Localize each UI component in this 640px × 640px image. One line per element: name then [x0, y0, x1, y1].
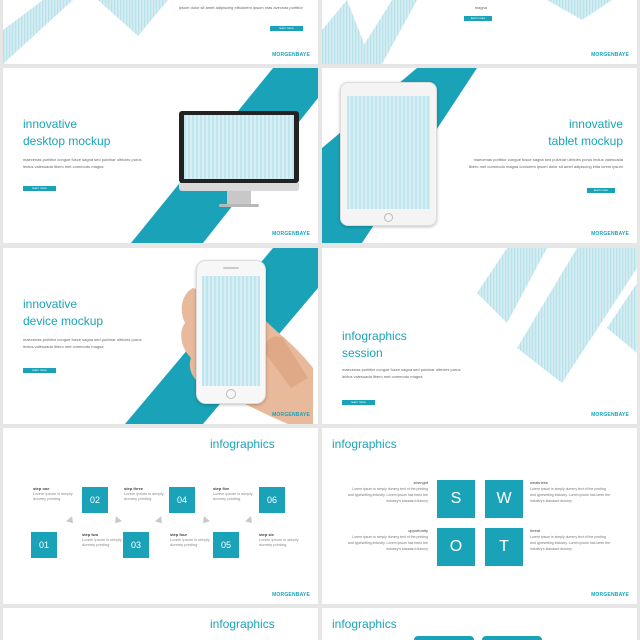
top-left-text: ipsum dolor sit amet adipiscing elitulorem ipsum mas avecnas porttitor — [178, 5, 303, 10]
teal-tab-shape — [414, 636, 474, 640]
desktop-monitor-icon — [179, 111, 299, 211]
page-title — [548, 116, 623, 150]
slide-tablet-mockup — [322, 68, 637, 243]
step-four-caption — [170, 532, 210, 547]
step-three-caption — [124, 486, 164, 501]
brand-label: MORGENBAYE — [591, 52, 629, 58]
arrow-icon — [112, 516, 122, 526]
step-text: Lorem ipsum is simply dummy printing — [213, 491, 253, 501]
brand-label: MORGENBAYE — [272, 412, 310, 418]
slide-infographics-session — [322, 248, 637, 424]
step-box-04: 04 — [169, 487, 195, 513]
title-line-2: session — [342, 346, 383, 360]
page-title: infographics — [332, 437, 397, 451]
page-title: infographics — [332, 617, 397, 631]
slide-top-left — [3, 0, 318, 64]
strength-text: strenght Lorem ipsum is simply dummy text of the printing and typesetting industry. Lorem ipsum has been the industry's standard dummy — [347, 480, 428, 503]
step-one-caption — [33, 486, 73, 501]
learn-more-button[interactable]: learn more — [587, 188, 615, 193]
brand-label: MORGENBAYE — [272, 231, 310, 237]
swot-t-box: T — [485, 528, 523, 566]
step-box-05: 05 — [213, 532, 239, 558]
learn-more-button[interactable]: learn more — [23, 186, 56, 191]
step-label: step six — [259, 532, 274, 537]
step-label: step one — [33, 486, 50, 491]
page-title: infographics — [210, 617, 275, 631]
title-line-2: desktop mockup — [23, 134, 111, 148]
swot-label: strenght — [413, 480, 428, 485]
swot-label: threat — [530, 528, 541, 533]
title-line-1: innovative — [23, 297, 78, 311]
title-line-1: innovative — [568, 117, 623, 131]
learn-more-button[interactable]: learn more — [342, 400, 375, 405]
step-label: step two — [82, 532, 99, 537]
page-title — [23, 296, 103, 330]
top-right-text: magna — [474, 5, 487, 10]
learn-more-button[interactable]: learn more — [23, 368, 56, 373]
step-six-caption — [259, 532, 299, 547]
arrow-icon — [66, 516, 76, 526]
step-text: Lorem ipsum is simply dummy printing — [124, 491, 164, 501]
threat-text: threat Lorem ipsum is simply dummy text of the printing and typesetting industry. Lorem ipsum has been the industry's standard dummy — [530, 528, 611, 551]
title-line-1: infographics — [342, 329, 407, 343]
slide-bottom-left — [3, 608, 318, 640]
step-label: step three — [124, 486, 144, 491]
brand-label: MORGENBAYE — [591, 412, 629, 418]
swot-o-box: O — [437, 528, 475, 566]
swot-s-box: S — [437, 480, 475, 518]
swot-label: opportunity — [408, 528, 428, 533]
step-five-caption — [213, 486, 253, 501]
step-text: Lorem ipsum is simply dummy printing — [170, 537, 210, 547]
page-title: infographics — [210, 437, 275, 451]
body-text: maecenas porttitor congue fusce sagna sed pulvinar ultricies purus lectus valesuada libero met commodo magna — [342, 367, 461, 379]
step-box-06: 06 — [259, 487, 285, 513]
title-line-2: device mockup — [23, 314, 104, 328]
step-label: step four — [170, 532, 188, 537]
swot-w-box: W — [485, 480, 523, 518]
slide-steps-infographics — [3, 428, 318, 604]
body-text: maecenas porttitor congue fusce sagna sed pulvinar ultricies purus lectus valesuada libero met commodo magna — [23, 157, 142, 169]
brand-label: MORGENBAYE — [272, 52, 310, 58]
swot-label: weakness — [530, 480, 548, 485]
step-box-02: 02 — [82, 487, 108, 513]
brand-label: MORGENBAYE — [272, 592, 310, 598]
page-title — [342, 328, 407, 362]
title-line-1: innovative — [23, 117, 78, 131]
arrow-icon — [245, 516, 255, 526]
tablet-device-icon — [340, 82, 437, 226]
step-text: Lorem ipsum is simply dummy printing — [259, 537, 299, 547]
top-left-learn-more-button[interactable]: learn more — [270, 26, 303, 31]
step-box-03: 03 — [123, 532, 149, 558]
step-text: Lorem ipsum is simply dummy printing — [82, 537, 122, 547]
slide-swot-infographics — [322, 428, 637, 604]
body-text: maecenas porttitor congue fusce sagna sed pulvinar ultricies purus lectus valesuada libero met commodo magna — [23, 337, 142, 349]
top-right-learn-more-button[interactable]: learn more — [464, 16, 492, 21]
step-two-caption — [82, 532, 122, 547]
body-text: maecenas porttitor congue fusce sagna sed pulvinar ultricies purus lectus valesuada libero met commodo magna conlorem ipsum dolor sit amet adipiscing elita lorem ipsum — [468, 157, 623, 169]
step-box-01: 01 — [31, 532, 57, 558]
page-title — [23, 116, 110, 150]
title-line-2: tablet mockup — [548, 134, 623, 148]
slide-device-mockup — [3, 248, 318, 424]
step-label: step five — [213, 486, 230, 491]
arrow-icon — [200, 516, 210, 526]
weakness-text: weakness Lorem ipsum is simply dummy text of the printing and typesetting industry. Lorem ipsum has been the industry's standard dummy — [530, 480, 611, 503]
brand-label: MORGENBAYE — [591, 592, 629, 598]
slide-desktop-mockup — [3, 68, 318, 243]
slide-bottom-right — [322, 608, 637, 640]
step-text: Lorem ipsum is simply dummy printing — [33, 491, 73, 501]
teal-tab-shape — [482, 636, 542, 640]
arrow-icon — [155, 516, 165, 526]
slide-top-right — [322, 0, 637, 64]
opportunity-text: opportunity Lorem ipsum is simply dummy text of the printing and typesetting industry. Lorem ipsum has been the industry's standard dummy — [347, 528, 428, 551]
brand-label: MORGENBAYE — [591, 231, 629, 237]
phone-device-icon — [196, 260, 266, 404]
